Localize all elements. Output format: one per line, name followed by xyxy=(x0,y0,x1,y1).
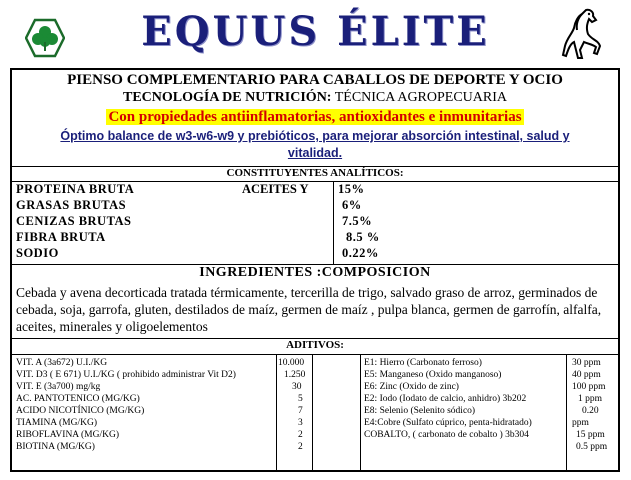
properties-line xyxy=(12,108,618,126)
constituent-value: 8.5 % xyxy=(346,230,380,244)
constituent-value: 15% xyxy=(338,182,365,196)
label-sheet xyxy=(10,68,620,472)
additive-value: 30 xyxy=(292,382,302,392)
additive-name: E5: Manganeso (Oxido manganoso) xyxy=(364,370,502,380)
additives-col-divider xyxy=(566,354,567,470)
constituent-value: 7.5% xyxy=(342,214,373,228)
additive-value: 0.5 ppm xyxy=(576,442,608,452)
additive-name: E8: Selenio (Selenito sódico) xyxy=(364,406,476,416)
additive-name: TIAMINA (MG/KG) xyxy=(16,418,98,428)
additive-value: 10.000 xyxy=(278,358,305,368)
product-description: PIENSO COMPLEMENTARIO PARA CABALLOS DE DEPORTE Y OCIO xyxy=(67,72,563,88)
properties-highlight: Con propiedades antiinflamatorias, antioxidantes e inmunitarias xyxy=(108,109,522,125)
additives-col-divider xyxy=(276,354,277,470)
additive-name: ACIDO NICOTÍNICO (MG/KG) xyxy=(16,406,145,416)
additive-value: 2 xyxy=(298,430,303,440)
intro-section xyxy=(12,70,618,167)
additive-name: VIT. D3 ( E 671) U.I./KG ( prohibido administrar Vit D2) xyxy=(16,370,236,380)
constituent-label: GRASAS BRUTAS xyxy=(16,198,127,212)
additive-name: VIT. A (3a672) U.I./KG xyxy=(16,358,108,368)
additive-name: E6: Zinc (Oxido de zinc) xyxy=(364,382,459,392)
horse-logo-icon xyxy=(556,6,612,62)
additive-name: RIBOFLAVINA (MG/KG) xyxy=(16,430,120,440)
additives-top-border xyxy=(12,354,618,355)
additive-name: AC. PANTOTENICO (MG/KG) xyxy=(16,394,140,404)
technology-line xyxy=(12,90,618,106)
product-title: EQUUS ÉLITE xyxy=(141,8,490,55)
additive-value: 40 ppm xyxy=(572,370,601,380)
constituents-table xyxy=(12,182,618,265)
ingredients-text: Cebada y avena decorticada tratada térmicamente, tercerilla de trigo, salvado graso de arroz, germinados de cebada, soja, garrofa, gluten, destilados de maíz, germen de maíz , pulpa blanca, germen de garrofín, alfalfa, aceites, minerales y oligoelementos xyxy=(16,285,602,334)
technology-label: TECNOLOGÍA DE NUTRICIÓN: xyxy=(122,90,332,105)
additive-value: 30 ppm xyxy=(572,358,601,368)
additive-value: 3 xyxy=(298,418,303,428)
additive-name: VIT. E (3a700) mg/kg xyxy=(16,382,101,392)
additive-value: 0.20 xyxy=(582,406,599,416)
additives-col-divider xyxy=(312,354,313,470)
additive-name: E4:Cobre (Sulfato cúprico, penta-hidratado) xyxy=(364,418,532,428)
constituent-value: 6% xyxy=(342,198,362,212)
additive-value: 15 ppm xyxy=(576,430,605,440)
ingredients-header: INGREDIENTES :COMPOSICION xyxy=(199,265,431,280)
constituents-header: CONSTITUYENTES ANALÍTICOS: xyxy=(12,166,618,182)
technology-value: TÉCNICA AGROPECUARIA xyxy=(331,90,508,105)
additive-value: 1 ppm xyxy=(578,394,603,404)
additive-value: 100 ppm xyxy=(572,382,606,392)
additive-value: 1.250 xyxy=(284,370,306,380)
additive-value: 7 xyxy=(298,406,303,416)
additive-value: ppm xyxy=(572,418,589,428)
header xyxy=(0,0,631,68)
additives-header: ADITIVOS: xyxy=(286,339,344,351)
additives-col-divider xyxy=(360,354,361,470)
constituent-label: SODIO xyxy=(16,246,59,260)
additive-name: E2: Iodo (Iodato de calcio, anhidro) 3b202 xyxy=(364,394,527,404)
constituent-label: PROTEINA BRUTA xyxy=(16,182,135,196)
constituent-label: FIBRA BRUTA xyxy=(16,230,106,244)
additive-name: E1: Hierro (Carbonato ferroso) xyxy=(364,358,482,368)
aceites-label: ACEITES Y xyxy=(242,182,309,196)
additive-value: 5 xyxy=(298,394,303,404)
constituent-label: CENIZAS BRUTAS xyxy=(16,214,132,228)
additive-value: 2 xyxy=(298,442,303,452)
balance-note: Óptimo balance de w3-w6-w9 y prebióticos, para mejorar absorción intestinal, salud y vitalidad. xyxy=(60,129,570,160)
constituent-value: 0.22% xyxy=(342,246,379,260)
additive-name: BIOTINA (MG/KG) xyxy=(16,442,95,452)
additives-table xyxy=(12,354,618,470)
additive-name: COBALTO, ( carbonato de cobalto ) 3b304 xyxy=(364,430,529,440)
